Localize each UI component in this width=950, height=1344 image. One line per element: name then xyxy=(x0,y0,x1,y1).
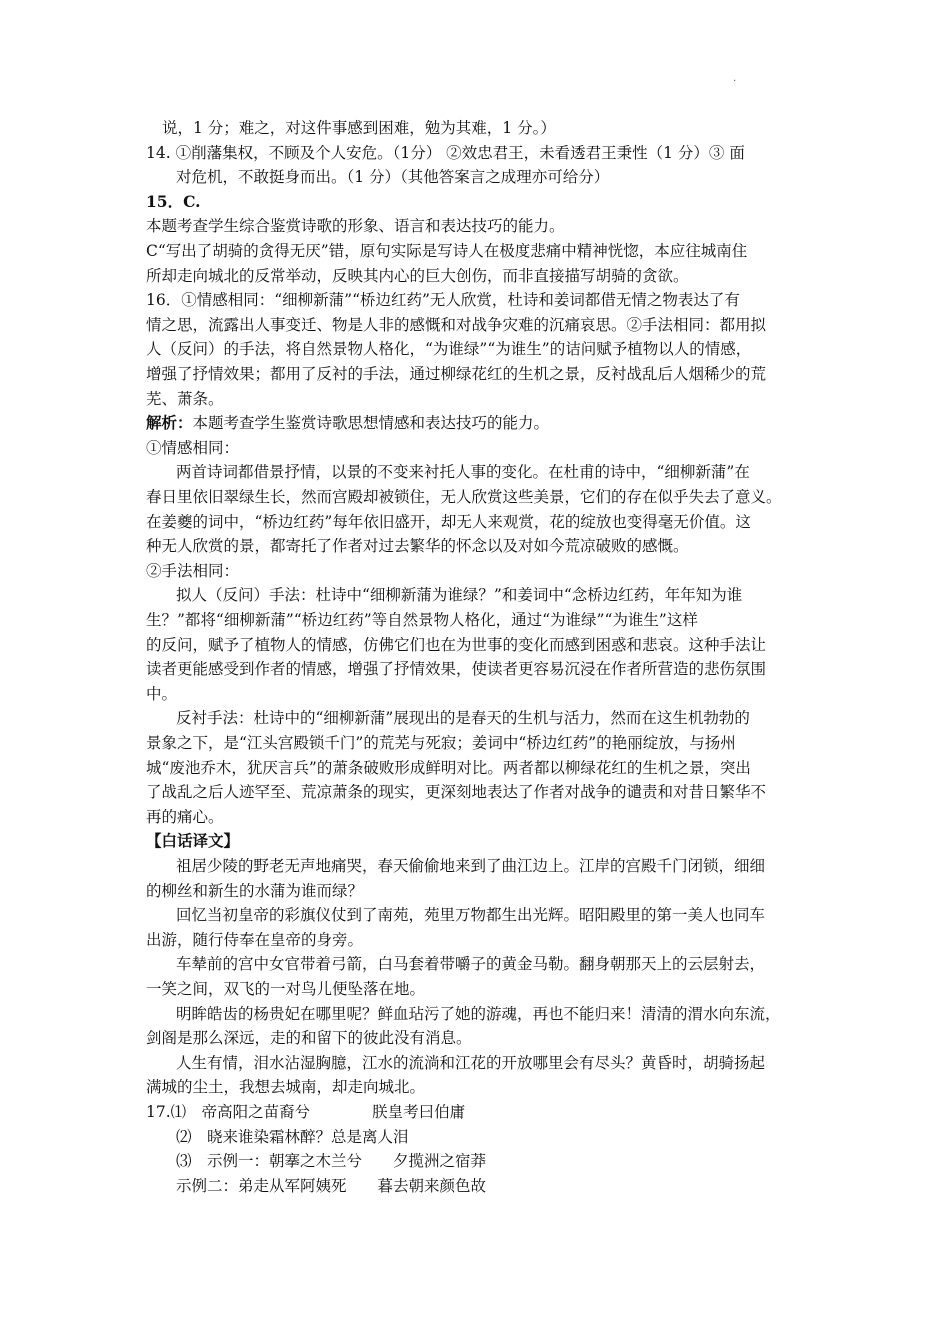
page-mark: · xyxy=(733,76,737,87)
text-line: 的反问，赋予了植物人的情感，仿佛它们也在为世事的变化而感到困惑和悲哀。这种手法让 xyxy=(146,635,767,654)
text-line: 读者更能感受到作者的情感，增强了抒情效果，使读者更容易沉浸在作者所营造的悲伤氛围 xyxy=(146,660,767,679)
text-line: ⑶ 示例一：朝搴之木兰兮 夕揽洲之宿莽 xyxy=(176,1152,487,1171)
text-line: ②手法相同： xyxy=(146,561,240,580)
text-line: 春日里依旧翠绿生长，然而宫殿却被锁住，无人欣赏这些美景，它们的存在似乎失去了意义。 xyxy=(146,488,782,506)
text-line: 对危机，不敢挺身而出。（1 分）（其他答案言之成理亦可给分） xyxy=(176,168,610,187)
text-line: 芜、萧条。 xyxy=(146,389,224,408)
text-line: 16．①情感相同：“细柳新蒲”“桥边红药”无人欣赏，杜诗和姜词都借无情之物表达了有 xyxy=(146,291,740,310)
text-line: 明眸皓齿的杨贵妃在哪里呢？鲜血玷污了她的游魂，再也不能归来！清清的渭水向东流， xyxy=(176,1004,781,1023)
text-line: C“写出了胡骑的贪得无厌”错，原句实际是写诗人在极度悲痛中精神恍惚，本应往城南住 xyxy=(146,242,748,260)
text-line: 17.⑴ 帝高阳之苗裔兮 朕皇考曰伯庸 xyxy=(146,1103,466,1121)
text-line: 生？”都将“细柳新蒲”“桥边红药”等自然景物人格化，通过“为谁绿”“为谁生”这样 xyxy=(146,611,698,629)
text-line: 再的痛心。 xyxy=(146,807,224,826)
text-line: 一笑之间，双飞的一对鸟儿便坠落在地。 xyxy=(146,980,426,998)
text-line: 人（反问）的手法，将自然景物人格化，“为谁绿”“为谁生”的诘问赋予植物以人的情感， xyxy=(146,340,752,359)
section-lead: 解析： xyxy=(146,413,193,433)
text-line: 的柳丝和新生的水蒲为谁而绿？ xyxy=(146,881,364,900)
text-line: 种无人欣赏的景，都寄托了作者对过去繁华的怀念以及对如今荒凉破败的感慨。 xyxy=(146,537,689,556)
text-line: 15．C. xyxy=(146,191,201,211)
text-line: 在姜夔的词中，“桥边红药”每年依旧盛开，却无人来观赏，花的绽放也变得毫无价值。这 xyxy=(146,512,751,531)
text-line: 了战乱之后人迹罕至、荒凉萧条的现实，更深刻地表达了作者对战争的谴责和对昔日繁华不 xyxy=(146,783,767,802)
text-line: 反衬手法：杜诗中的“细柳新蒲”展现出的是春天的生机与活力，然而在这生机勃勃的 xyxy=(176,709,750,728)
text-line: 中。 xyxy=(146,684,178,703)
text-line: 人生有情，泪水沾湿胸臆，江水的流淌和江花的开放哪里会有尽头？黄昏时，胡骑扬起 xyxy=(176,1053,766,1072)
text-line: 城“废池乔木，犹厌言兵”的萧条破败形成鲜明对比。两者都以柳绿花红的生机之景，突出 xyxy=(146,758,751,777)
text-line: ⑵ 晓来谁染霜林醉？总是离人泪 xyxy=(176,1127,409,1146)
text-line: 所却走向城北的反常举动，反映其内心的巨大创伤，而非直接描写胡骑的贪欲。 xyxy=(146,266,689,285)
text-line: 增强了抒情效果；都用了反衬的手法，通过柳绿花红的生机之景，反衬战乱后人烟稀少的荒 xyxy=(146,365,767,383)
text-line: 满城的尘土，我想去城南，却走向城北。 xyxy=(146,1078,426,1097)
text-line: 本题考查学生综合鉴赏诗歌的形象、语言和表达技巧的能力。 xyxy=(146,217,565,236)
line-rest: 本题考查学生鉴赏诗歌思想情感和表达技巧的能力。 xyxy=(192,414,550,433)
text-line: 景象之下，是“江头宫殿锁千门”的荒芜与死寂；姜词中“桥边红药”的艳丽绽放，与扬州 xyxy=(146,734,736,752)
text-line: 14. ①削藩集权，不顾及个人安危。（1分） ②效忠君王，未看透君王秉性（1 分）③ 面 xyxy=(146,143,745,162)
text-line: 示例二：弟走从军阿姨死 暮去朝来颜色故 xyxy=(176,1176,487,1195)
text-line: 车辇前的宫中女官带着弓箭，白马套着带嚼子的黄金马勒。翻身朝那天上的云层射去， xyxy=(176,955,766,974)
text-line: 剑阁是那么深远，走的和留下的彼此没有消息。 xyxy=(146,1029,472,1048)
text-line: ①情感相同： xyxy=(146,438,240,457)
text-line: 出游，随行侍奉在皇帝的身旁。 xyxy=(146,930,364,949)
text-line: 两首诗词都借景抒情，以景的不变来衬托人事的变化。在杜甫的诗中，“细柳新蒲”在 xyxy=(176,463,750,482)
text-line xyxy=(146,411,549,435)
text-line: 情之思，流露出人事变迁、物是人非的感慨和对战争灾难的沉痛哀思。②手法相同：都用拟 xyxy=(146,315,767,334)
text-line: 祖居少陵的野老无声地痛哭，春天偷偷地来到了曲江边上。江岸的宫殿千门闭锁，细细 xyxy=(176,857,766,875)
text-line: 拟人（反问）手法：杜诗中“细柳新蒲为谁绿？”和姜词中“念桥边红药，年年知为谁 xyxy=(176,586,743,605)
text-line: 【白话译文】 xyxy=(146,831,240,851)
text-line: 说，1 分；难之，对这件事感到困难，勉为其难，1 分。） xyxy=(162,119,556,137)
text-line: 回忆当初皇帝的彩旗仪仗到了南苑，苑里万物都生出光辉。昭阳殿里的第一美人也同车 xyxy=(176,906,766,925)
